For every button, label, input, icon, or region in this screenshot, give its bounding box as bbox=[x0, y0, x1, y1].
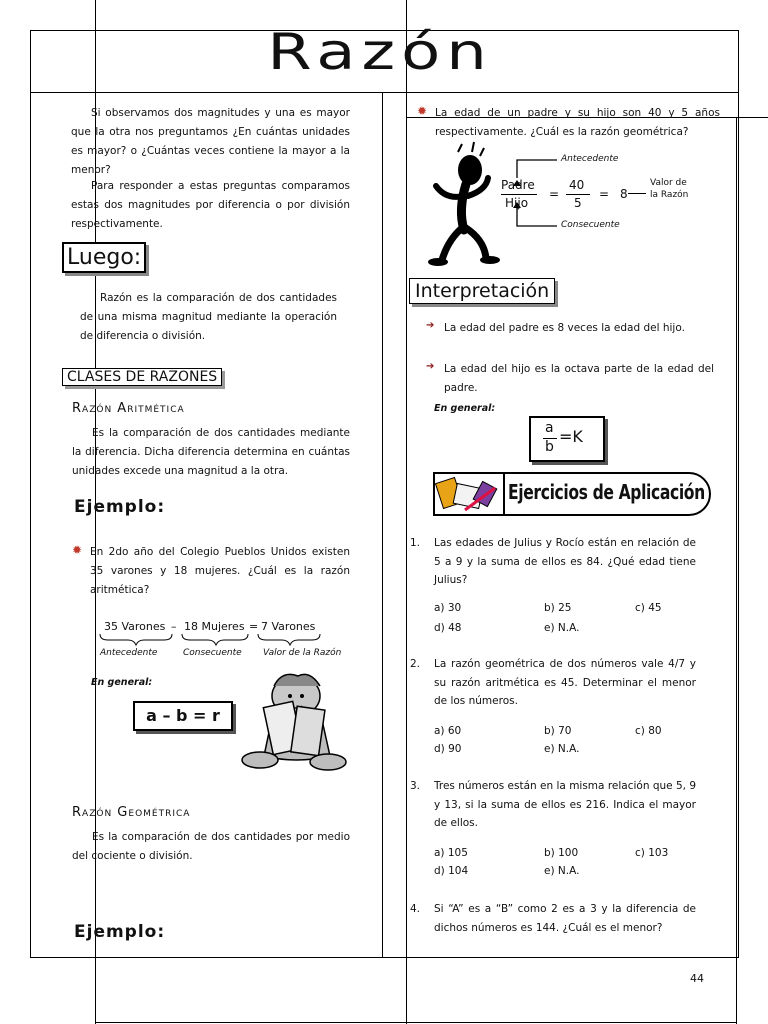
arithmetic-formula-box: a – b = r bbox=[133, 701, 233, 731]
label-antecedente: Antecedente bbox=[100, 648, 158, 658]
valor-label-line1: Valor de bbox=[650, 178, 687, 188]
fraction-bar-1 bbox=[501, 194, 537, 195]
en-general-label-right: En general: bbox=[434, 403, 496, 414]
question-intro: La edad de un padre y su hijo son 40 y 5 años respectivamente. ¿Cuál es la razón geométrica? bbox=[435, 107, 720, 138]
q1-option-b: b) 25 bbox=[544, 602, 572, 614]
fraction-top-padre: Padre bbox=[501, 178, 535, 192]
overlay-line-center bbox=[406, 0, 407, 1024]
ejemplo-heading-2: Ejemplo: bbox=[74, 922, 166, 942]
ratio-result: 8 bbox=[620, 187, 628, 201]
razon-definition: Razón es la comparación de dos cantidades de una misma magnitud mediante la operación de diferencia o división. bbox=[80, 292, 337, 342]
eq-consequent-value: 18 Mujeres bbox=[184, 620, 245, 633]
arrow-bullet-icon: ➔ bbox=[426, 320, 435, 331]
equals-sign-1: = bbox=[549, 187, 560, 201]
page-number: 44 bbox=[690, 972, 704, 985]
formula-denominator: b bbox=[545, 439, 554, 455]
q3-option-e: e) N.A. bbox=[544, 865, 580, 877]
formula-k: =K bbox=[559, 427, 583, 446]
ejemplo-heading-1: Ejemplo: bbox=[74, 497, 166, 517]
banner-separator bbox=[503, 472, 505, 516]
underbraces-icon bbox=[98, 632, 358, 646]
question-4-text: Si “A” es a “B” como 2 es a 3 y la diferencia de dichos números es 144. ¿Cuál es el menor? bbox=[434, 903, 696, 934]
question-1-number: 1. bbox=[410, 537, 421, 549]
starburst-bullet-icon: ✹ bbox=[417, 104, 428, 118]
title-divider bbox=[30, 92, 739, 93]
q2-option-a: a) 60 bbox=[434, 725, 462, 737]
q3-option-c: c) 103 bbox=[635, 847, 669, 859]
eq-result-value: 7 Varones bbox=[261, 620, 316, 633]
q1-option-d: d) 48 bbox=[434, 622, 462, 634]
page-title: Razón bbox=[267, 24, 493, 82]
arithmetic-equation bbox=[98, 618, 358, 668]
q2-option-c: c) 80 bbox=[635, 725, 662, 737]
eq-antecedent-value: 35 Varones bbox=[104, 620, 166, 633]
geometrica-definition: Es la comparación de dos cantidades por medio del cociente o división. bbox=[72, 831, 350, 862]
valor-label-line2: la Razón bbox=[650, 190, 689, 200]
label-valor-razon: Valor de la Razón bbox=[263, 648, 342, 658]
label-consecuente: Consecuente bbox=[183, 648, 242, 658]
intro-paragraph-1: Si observamos dos magnitudes y una es mayor que la otra nos preguntamos ¿En cuántas unidades es mayor? o ¿Cuántas veces contiene la mayor a la menor? bbox=[71, 107, 350, 176]
question-2-number: 2. bbox=[410, 658, 421, 670]
interpretation-1: La edad del padre es 8 veces la edad del hijo. bbox=[444, 322, 685, 334]
ejemplo-1-text: En 2do año del Colegio Pueblos Unidos existen 35 varones y 18 mujeres. ¿Cuál es la razón aritmética? bbox=[90, 546, 350, 596]
question-3-text: Tres números están en la misma relación que 5, 9 y 13, si la suma de ellos es 216. Indica el mayor de ellos. bbox=[434, 780, 696, 829]
question-4-number: 4. bbox=[410, 903, 421, 915]
fraction-top-40: 40 bbox=[569, 178, 585, 192]
question-3-number: 3. bbox=[410, 780, 421, 792]
en-general-label-left: En general: bbox=[91, 677, 153, 688]
geometrica-heading: Razón Geométrica bbox=[72, 805, 191, 820]
q1-option-c: c) 45 bbox=[635, 602, 662, 614]
eq-minus: – bbox=[171, 620, 177, 633]
overlay-line-bottom bbox=[95, 1022, 737, 1023]
fraction-bottom-5: 5 bbox=[574, 196, 582, 210]
aritmetica-heading: Razón Aritmética bbox=[72, 401, 185, 416]
q2-option-e: e) N.A. bbox=[544, 743, 580, 755]
q3-option-b: b) 100 bbox=[544, 847, 579, 859]
q3-option-a: a) 105 bbox=[434, 847, 468, 859]
q3-option-d: d) 104 bbox=[434, 865, 469, 877]
fraction-bar-2 bbox=[566, 194, 590, 195]
formula-numerator: a bbox=[545, 420, 554, 436]
aritmetica-definition: Es la comparación de dos cantidades mediante la diferencia. Dicha diferencia determina en cuántas unidades excede una magnitud a la otra. bbox=[72, 427, 350, 477]
equals-sign-2: = bbox=[599, 187, 610, 201]
column-divider bbox=[382, 92, 383, 958]
luego-heading: Luego: bbox=[62, 242, 146, 273]
starburst-bullet-icon: ✹ bbox=[72, 543, 83, 557]
geometric-formula-box bbox=[529, 416, 605, 462]
question-2-text: La razón geométrica de dos números vale 4/7 y su razón aritmética es 45. Determinar el menor de los números. bbox=[434, 658, 696, 707]
boy-reading-icon bbox=[238, 668, 350, 774]
q2-option-b: b) 70 bbox=[544, 725, 572, 737]
intro-paragraph-2: Para responder a estas preguntas comparamos estas dos magnitudes por diferencia o por división respectivamente. bbox=[71, 180, 350, 230]
interpretacion-heading: Interpretación bbox=[409, 278, 555, 304]
books-icon bbox=[435, 474, 501, 514]
q1-option-e: e) N.A. bbox=[544, 622, 580, 634]
question-1-text: Las edades de Julius y Rocío están en relación de 5 a 9 y la suma de ellos es 84. ¿Qué edad tiene Julius? bbox=[434, 537, 696, 586]
ejercicios-title: Ejercicios de Aplicación bbox=[508, 480, 705, 504]
fraction-bottom-hijo: Hijo bbox=[505, 196, 529, 210]
antecedente-label: Antecedente bbox=[561, 154, 619, 164]
q1-option-a: a) 30 bbox=[434, 602, 462, 614]
consecuente-label: Consecuente bbox=[561, 220, 620, 230]
clases-heading: CLASES DE RAZONES bbox=[62, 368, 222, 386]
q2-option-d: d) 90 bbox=[434, 743, 462, 755]
result-pointer-line bbox=[628, 193, 646, 194]
stick-figure-icon bbox=[428, 140, 500, 270]
arrow-bullet-icon: ➔ bbox=[426, 361, 435, 372]
overlay-line-right bbox=[736, 117, 737, 1024]
interpretation-2: La edad del hijo es la octava parte de la edad del padre. bbox=[444, 363, 714, 394]
eq-equals: = bbox=[249, 620, 259, 633]
